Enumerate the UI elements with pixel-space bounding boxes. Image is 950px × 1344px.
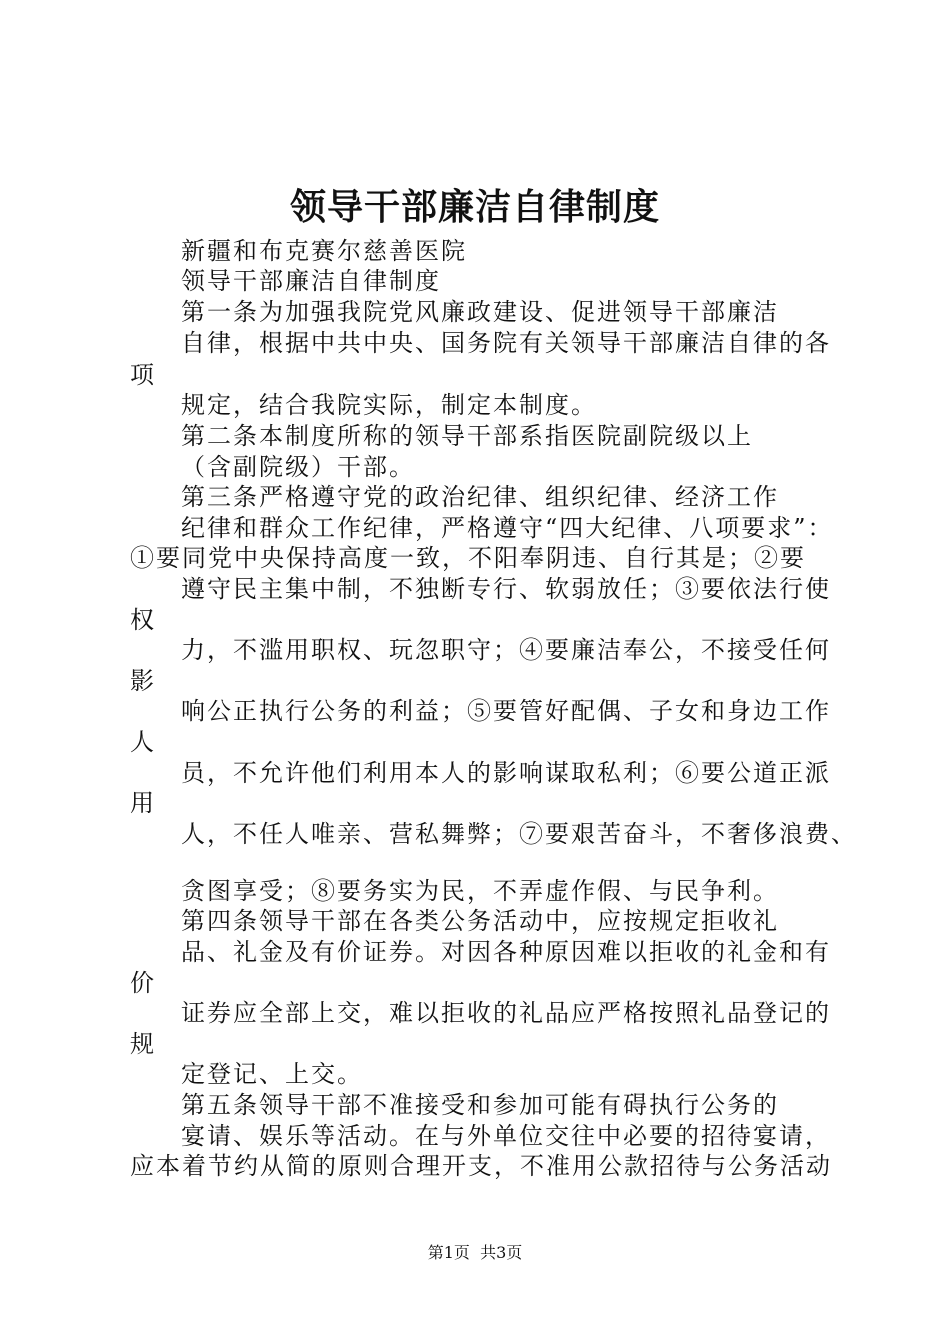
body-line: 影: [130, 667, 156, 695]
body-line: 新疆和布克赛尔慈善医院: [181, 237, 467, 265]
body-line: 领导干部廉洁自律制度: [181, 267, 441, 295]
body-line: 品、礼金及有价证券。对因各种原因难以拒收的礼金和有: [181, 938, 831, 966]
body-line: 第三条严格遵守党的政治纪律、组织纪律、经济工作: [181, 483, 779, 511]
body-line: 贪图享受；⑧要务实为民，不弄虚作假、与民争利。: [181, 877, 779, 905]
body-line: 规定，结合我院实际，制定本制度。: [181, 391, 597, 419]
body-line: 人: [130, 728, 156, 756]
body-line: （含副院级）干部。: [181, 453, 415, 481]
body-line: 人，不任人唯亲、营私舞弊；⑦要艰苦奋斗，不奢侈浪费、: [181, 820, 857, 848]
body-line: 第二条本制度所称的领导干部系指医院副院级以上: [181, 422, 753, 450]
page-footer: 第1页 共3页: [427, 1243, 523, 1262]
body-line: 权: [130, 606, 156, 634]
body-line: 规: [130, 1030, 156, 1058]
body-line: 定登记、上交。: [181, 1060, 363, 1088]
body-line: 第一条为加强我院党风廉政建设、促进领导干部廉洁: [181, 298, 779, 326]
body-line: 价: [130, 969, 156, 997]
body-line: 用: [130, 789, 156, 817]
body-line: 第五条领导干部不准接受和参加可能有碍执行公务的: [181, 1091, 779, 1119]
body-line: ①要同党中央保持高度一致，不阳奉阴违、自行其是；②要: [130, 544, 806, 572]
body-line: 响公正执行公务的利益；⑤要管好配偶、子女和身边工作: [181, 697, 831, 725]
body-line: 自律，根据中共中央、国务院有关领导干部廉洁自律的各: [181, 329, 831, 357]
body-line: 遵守民主集中制，不独断专行、软弱放任；③要依法行使: [181, 575, 831, 603]
body-line: 宴请、娱乐等活动。在与外单位交往中必要的招待宴请，: [181, 1122, 831, 1150]
document-title: 领导干部廉洁自律制度: [289, 186, 660, 228]
body-line: 应本着节约从简的原则合理开支，不准用公款招待与公务活动: [130, 1152, 832, 1180]
body-line: 第四条领导干部在各类公务活动中，应按规定拒收礼: [181, 907, 779, 935]
body-line: 证券应全部上交，难以拒收的礼品应严格按照礼品登记的: [181, 999, 831, 1027]
body-line: 力，不滥用职权、玩忽职守；④要廉洁奉公，不接受任何: [181, 636, 831, 664]
body-line: 纪律和群众工作纪律，严格遵守“四大纪律、八项要求”：: [181, 514, 834, 542]
body-line: 项: [130, 361, 156, 389]
body-line: 员，不允许他们利用本人的影响谋取私利；⑥要公道正派: [181, 759, 831, 787]
